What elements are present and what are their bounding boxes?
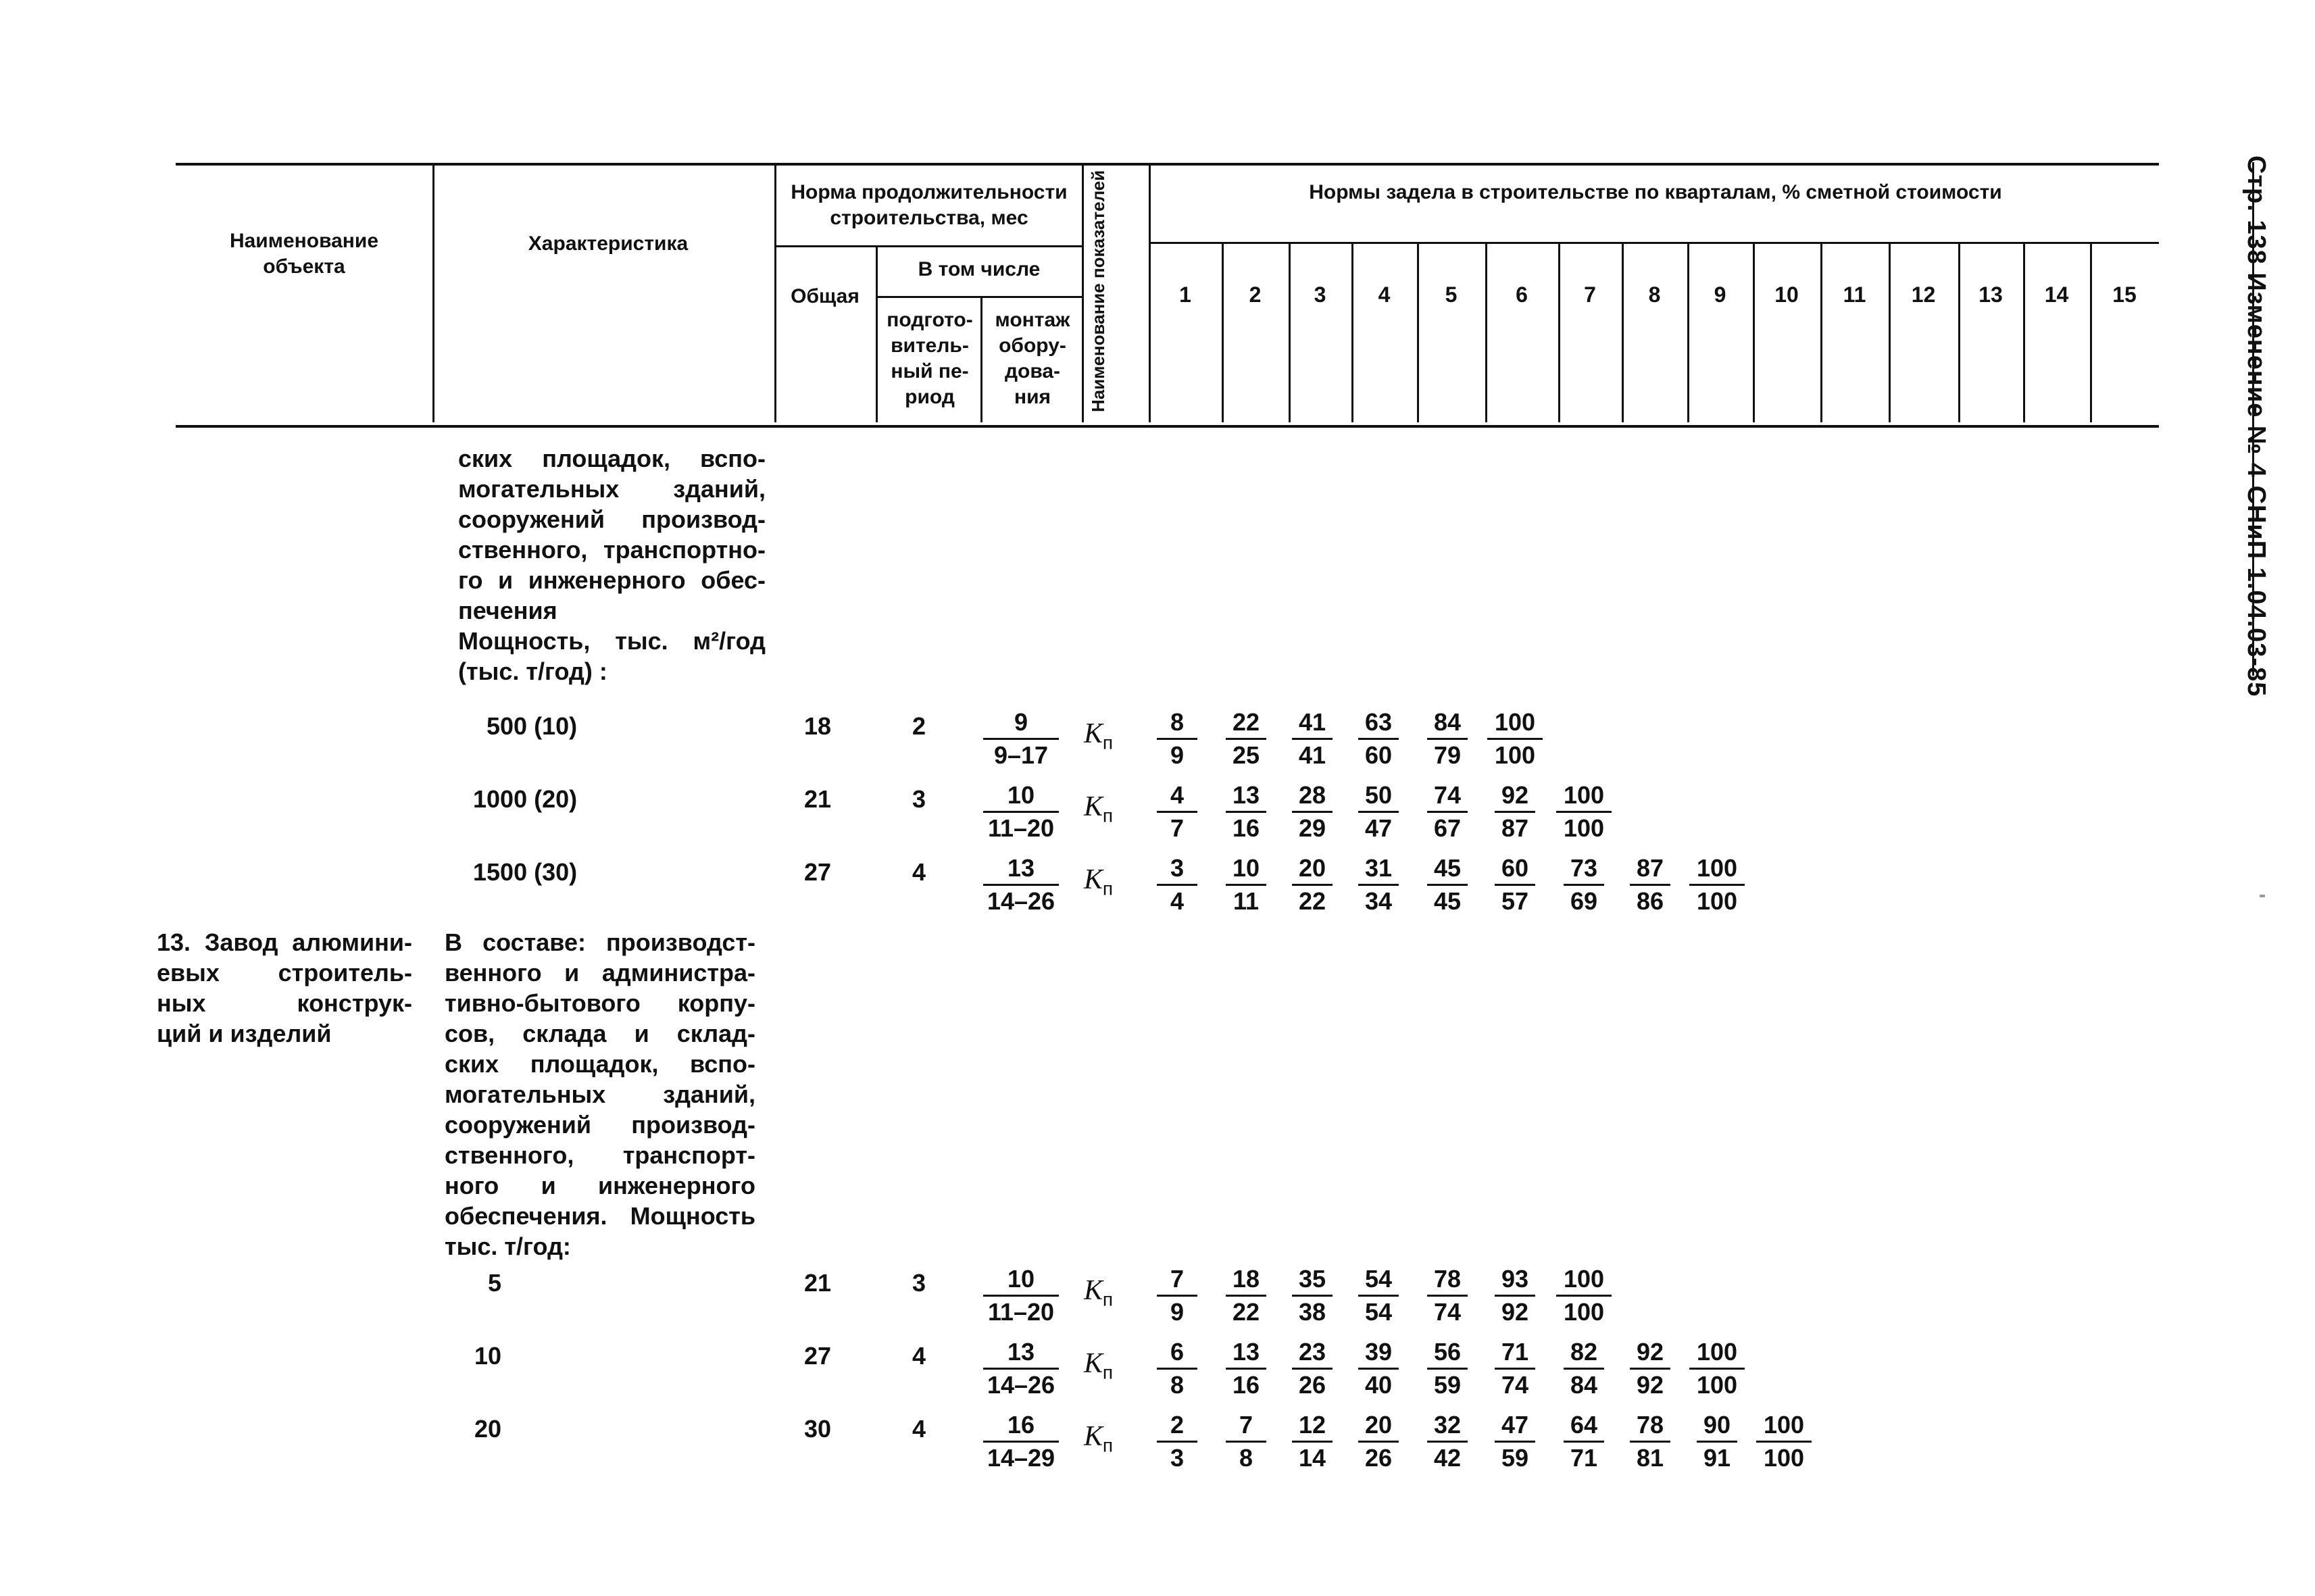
fraction-numerator: 100 <box>1556 781 1612 813</box>
quarter-value-q9 <box>1697 1411 1737 1472</box>
fraction-numerator: 3 <box>1157 854 1197 886</box>
fraction-denominator: 100 <box>1563 814 1605 842</box>
fraction-denominator: 59 <box>1501 1444 1529 1472</box>
fraction-denominator: 84 <box>1570 1371 1598 1399</box>
indicator-kp <box>1084 864 1113 899</box>
fraction-numerator: 23 <box>1292 1338 1333 1370</box>
fraction-numerator: 10 <box>983 781 1059 813</box>
quarter-value-q3 <box>1292 854 1333 916</box>
header-mounting: монтаж обору- дова- ния <box>995 309 1070 408</box>
quarter-value-q6 <box>1495 854 1535 916</box>
fraction-numerator: 16 <box>983 1411 1059 1443</box>
fraction-denominator: 40 <box>1364 1371 1393 1399</box>
fraction-numerator: 8 <box>1157 708 1197 740</box>
text-line: сооружений производ- <box>445 1111 755 1139</box>
header-divider <box>774 166 776 422</box>
duration-mount-fraction <box>983 1338 1059 1399</box>
fraction-numerator: 100 <box>1556 1265 1612 1297</box>
fraction-denominator: 91 <box>1703 1444 1731 1472</box>
fraction-numerator: 20 <box>1358 1411 1399 1443</box>
indicator-symbol: К <box>1084 718 1103 749</box>
fraction-numerator: 31 <box>1358 854 1399 886</box>
quarter-header-9: 9 <box>1714 282 1726 307</box>
fraction-denominator: 9 <box>1170 1298 1185 1326</box>
duration-total: 18 <box>803 712 832 740</box>
quarter-value-q1 <box>1157 781 1197 843</box>
indicator-symbol: К <box>1084 1348 1103 1379</box>
quarter-divider <box>1958 243 1960 422</box>
quarter-divider <box>2023 243 2025 422</box>
quarter-value-q2 <box>1226 1265 1266 1326</box>
fraction-numerator: 100 <box>1756 1411 1812 1443</box>
fraction-denominator: 45 <box>1433 887 1462 915</box>
quarter-divider <box>1622 243 1624 422</box>
quarter-value-q1 <box>1157 708 1197 770</box>
quarter-value-q3 <box>1292 1265 1333 1326</box>
duration-prep: 3 <box>912 1269 926 1297</box>
indicator-kp <box>1084 718 1113 753</box>
speck <box>2260 895 2265 897</box>
quarter-value-q4 <box>1358 781 1399 843</box>
fraction-numerator: 73 <box>1564 854 1604 886</box>
fraction-numerator: 13 <box>983 854 1059 886</box>
quarter-value-q7 <box>1564 1411 1604 1472</box>
fraction-denominator: 67 <box>1433 814 1462 842</box>
duration-total: 27 <box>803 1342 832 1370</box>
quarter-value-q1 <box>1157 854 1197 916</box>
duration-prep: 4 <box>912 858 926 886</box>
quarter-divider <box>1417 243 1419 422</box>
quarter-value-q5 <box>1427 1265 1468 1326</box>
text-line: евых строитель- <box>157 959 412 987</box>
quarter-value-q4 <box>1358 708 1399 770</box>
header-indicator: Наименование показателей <box>1088 170 1108 412</box>
quarter-header-8: 8 <box>1648 282 1661 307</box>
fraction-denominator: 38 <box>1298 1298 1326 1326</box>
quarter-header-14: 14 <box>2044 282 2069 307</box>
duration-mount-fraction <box>983 854 1059 916</box>
fraction-denominator: 81 <box>1636 1444 1664 1472</box>
capacity-label: 5 <box>488 1269 502 1297</box>
fraction-numerator: 64 <box>1564 1411 1604 1443</box>
fraction-denominator: 8 <box>1239 1444 1253 1472</box>
fraction-numerator: 84 <box>1427 708 1468 740</box>
header-duration: Норма продолжительности строительства, мес <box>791 181 1068 229</box>
text-line: го и инженерного обес- <box>458 566 766 594</box>
fraction-numerator: 13 <box>983 1338 1059 1370</box>
quarter-header-2: 2 <box>1249 282 1262 307</box>
header-characteristic: Характеристика <box>528 232 689 255</box>
fraction-numerator: 7 <box>1157 1265 1197 1297</box>
quarter-value-q6 <box>1495 1338 1535 1399</box>
fraction-denominator: 100 <box>1494 741 1536 769</box>
fraction-denominator: 69 <box>1570 887 1598 915</box>
fraction-denominator: 9 <box>1170 741 1185 769</box>
fraction-numerator: 13 <box>1226 1338 1266 1370</box>
quarter-value-q2 <box>1226 854 1266 916</box>
fraction-numerator: 7 <box>1226 1411 1266 1443</box>
text-line: сов, склада и склад- <box>445 1020 755 1047</box>
fraction-denominator: 79 <box>1433 741 1462 769</box>
indicator-subscript: п <box>1102 1362 1114 1383</box>
indicator-kp <box>1084 1347 1113 1383</box>
header-divider <box>876 247 878 422</box>
fraction-numerator: 54 <box>1358 1265 1399 1297</box>
quarter-value-q9 <box>1689 854 1745 916</box>
text-line: ственного, транспорт- <box>445 1141 755 1169</box>
fraction-numerator: 74 <box>1427 781 1468 813</box>
fraction-numerator: 9 <box>983 708 1059 740</box>
fraction-denominator: 100 <box>1696 887 1738 915</box>
fraction-numerator: 22 <box>1226 708 1266 740</box>
duration-prep: 2 <box>912 712 926 740</box>
quarter-divider <box>1351 243 1353 422</box>
indicator-subscript: п <box>1102 805 1114 826</box>
fraction-denominator: 100 <box>1563 1298 1605 1326</box>
fraction-numerator: 10 <box>983 1265 1059 1297</box>
quarter-value-q7 <box>1564 1338 1604 1399</box>
fraction-denominator: 16 <box>1232 814 1260 842</box>
fraction-denominator: 100 <box>1763 1444 1805 1472</box>
fraction-denominator: 11–20 <box>987 814 1055 842</box>
text-line: (тыс. т/год) : <box>458 657 607 685</box>
quarter-value-q3 <box>1292 781 1333 843</box>
block2-object-name <box>157 927 412 1049</box>
text-line: сооружений производ- <box>458 505 766 533</box>
quarter-value-q3 <box>1292 1338 1333 1399</box>
block1-description <box>458 443 766 687</box>
quarter-header-13: 13 <box>1978 282 2003 307</box>
duration-mount-fraction <box>983 708 1059 770</box>
header-divider <box>432 166 434 422</box>
fraction-numerator: 90 <box>1697 1411 1737 1443</box>
fraction-numerator: 32 <box>1427 1411 1468 1443</box>
quarter-value-q8 <box>1630 1411 1670 1472</box>
fraction-denominator: 92 <box>1501 1298 1529 1326</box>
text-line: ций и изделий <box>157 1020 332 1047</box>
fraction-numerator: 100 <box>1487 708 1543 740</box>
fraction-denominator: 14 <box>1298 1444 1326 1472</box>
fraction-denominator: 86 <box>1636 887 1664 915</box>
quarter-value-q2 <box>1226 781 1266 843</box>
header-total: Общая <box>791 285 860 307</box>
indicator-subscript: п <box>1102 732 1114 753</box>
text-line: ских площадок, вспо- <box>445 1050 755 1078</box>
quarter-divider <box>1889 243 1891 422</box>
text-line: ственного, транспортно- <box>458 536 766 564</box>
quarter-value-q6 <box>1495 781 1535 843</box>
fraction-denominator: 42 <box>1433 1444 1462 1472</box>
fraction-numerator: 4 <box>1157 781 1197 813</box>
quarter-value-q4 <box>1358 1338 1399 1399</box>
indicator-symbol: К <box>1084 864 1103 895</box>
fraction-numerator: 45 <box>1427 854 1468 886</box>
duration-total: 30 <box>803 1415 832 1443</box>
quarter-value-q1 <box>1157 1338 1197 1399</box>
capacity-label: 1000 (20) <box>473 785 578 813</box>
duration-total: 21 <box>803 785 832 813</box>
fraction-numerator: 71 <box>1495 1338 1535 1370</box>
quarter-value-q5 <box>1427 854 1468 916</box>
fraction-numerator: 18 <box>1226 1265 1266 1297</box>
fraction-denominator: 54 <box>1364 1298 1393 1326</box>
side-caption <box>2235 155 2276 697</box>
quarter-value-q10 <box>1756 1411 1812 1472</box>
quarter-header-5: 5 <box>1445 282 1458 307</box>
text-line: обеспечения. Мощность <box>445 1202 755 1230</box>
quarter-value-q2 <box>1226 708 1266 770</box>
fraction-denominator: 11–20 <box>987 1298 1055 1326</box>
quarter-header-7: 7 <box>1584 282 1596 307</box>
text-line: печения <box>458 597 557 624</box>
quarter-header-12: 12 <box>1911 282 1936 307</box>
fraction-denominator: 71 <box>1570 1444 1598 1472</box>
fraction-denominator: 11 <box>1233 887 1260 915</box>
fraction-denominator: 87 <box>1501 814 1529 842</box>
quarter-divider <box>1753 243 1755 422</box>
header-object-name: Наименование объекта <box>229 230 379 278</box>
quarter-value-q5 <box>1427 781 1468 843</box>
quarter-value-q4 <box>1358 854 1399 916</box>
fraction-denominator: 22 <box>1298 887 1326 915</box>
indicator-subscript: п <box>1102 1289 1114 1310</box>
quarter-value-q4 <box>1358 1265 1399 1326</box>
quarter-value-q4 <box>1358 1411 1399 1472</box>
quarter-header-10: 10 <box>1774 282 1799 307</box>
page-caption: Стр. 138 Изменение № 4 СНиП 1.04.03-85 <box>2242 155 2270 697</box>
text-line: могательных зданий, <box>445 1080 755 1108</box>
fraction-numerator: 6 <box>1157 1338 1197 1370</box>
fraction-numerator: 50 <box>1358 781 1399 813</box>
fraction-denominator: 57 <box>1501 887 1529 915</box>
duration-total: 27 <box>803 858 832 886</box>
fraction-numerator: 10 <box>1226 854 1266 886</box>
fraction-numerator: 63 <box>1358 708 1399 740</box>
quarter-value-q5 <box>1427 1411 1468 1472</box>
quarter-divider <box>1289 243 1291 422</box>
quarter-value-q2 <box>1226 1338 1266 1399</box>
duration-total: 21 <box>803 1269 832 1297</box>
fraction-numerator: 82 <box>1564 1338 1604 1370</box>
text-line: Мощность, тыс. м²/год <box>458 627 766 655</box>
indicator-subscript: п <box>1102 878 1114 899</box>
fraction-denominator: 74 <box>1433 1298 1462 1326</box>
quarter-value-q1 <box>1157 1265 1197 1326</box>
fraction-denominator: 14–26 <box>987 887 1055 915</box>
quarter-value-q8 <box>1630 1338 1670 1399</box>
fraction-denominator: 60 <box>1364 741 1393 769</box>
quarter-header-6: 6 <box>1516 282 1528 307</box>
fraction-numerator: 28 <box>1292 781 1333 813</box>
quarter-header-1: 1 <box>1179 282 1191 307</box>
fraction-numerator: 92 <box>1495 781 1535 813</box>
text-line: венного и администра- <box>445 959 755 987</box>
quarter-value-q8 <box>1630 854 1670 916</box>
quarter-header-4: 4 <box>1378 282 1391 307</box>
indicator-symbol: К <box>1084 791 1103 822</box>
fraction-denominator: 3 <box>1170 1444 1185 1472</box>
header-divider <box>1149 166 1151 422</box>
fraction-denominator: 47 <box>1364 814 1393 842</box>
quarter-value-q7 <box>1556 1265 1612 1326</box>
fraction-numerator: 47 <box>1495 1411 1535 1443</box>
quarter-divider <box>1485 243 1487 422</box>
fraction-denominator: 16 <box>1232 1371 1260 1399</box>
fraction-numerator: 92 <box>1630 1338 1670 1370</box>
fraction-numerator: 60 <box>1495 854 1535 886</box>
quarter-value-q6 <box>1495 1411 1535 1472</box>
fraction-denominator: 7 <box>1170 814 1185 842</box>
quarter-value-q5 <box>1427 1338 1468 1399</box>
fraction-denominator: 34 <box>1364 887 1393 915</box>
quarter-value-q6 <box>1487 708 1543 770</box>
fraction-denominator: 100 <box>1696 1371 1738 1399</box>
quarter-header-11: 11 <box>1843 282 1866 307</box>
header-norms: Нормы задела в строительстве по кварталам, % сметной стоимости <box>1309 181 2002 203</box>
header-divider <box>876 296 1082 298</box>
capacity-label: 10 <box>474 1342 502 1370</box>
quarter-value-q6 <box>1495 1265 1535 1326</box>
fraction-denominator: 26 <box>1298 1371 1326 1399</box>
fraction-numerator: 13 <box>1226 781 1266 813</box>
capacity-label: 1500 (30) <box>473 858 578 886</box>
text-line: 13. Завод алюмини- <box>157 928 412 956</box>
fraction-numerator: 41 <box>1292 708 1333 740</box>
indicator-kp <box>1084 1420 1113 1456</box>
text-line: могательных зданий, <box>458 475 766 503</box>
text-line: тивно-бытового корпу- <box>445 989 755 1017</box>
duration-prep: 4 <box>912 1415 926 1443</box>
fraction-denominator: 25 <box>1232 741 1260 769</box>
fraction-numerator: 100 <box>1689 1338 1745 1370</box>
indicator-symbol: К <box>1084 1275 1103 1306</box>
indicator-symbol: К <box>1084 1421 1103 1452</box>
quarter-header-3: 3 <box>1314 282 1326 307</box>
fraction-denominator: 41 <box>1298 741 1326 769</box>
fraction-numerator: 39 <box>1358 1338 1399 1370</box>
quarter-value-q9 <box>1689 1338 1745 1399</box>
fraction-numerator: 56 <box>1427 1338 1468 1370</box>
fraction-denominator: 9–17 <box>993 741 1049 769</box>
duration-mount-fraction <box>983 1265 1059 1326</box>
capacity-label: 500 (10) <box>487 712 578 740</box>
fraction-numerator: 78 <box>1630 1411 1670 1443</box>
fraction-numerator: 35 <box>1292 1265 1333 1297</box>
duration-mount-fraction <box>983 781 1059 843</box>
fraction-denominator: 92 <box>1636 1371 1664 1399</box>
fraction-denominator: 29 <box>1298 814 1326 842</box>
quarter-divider <box>2090 243 2092 422</box>
fraction-numerator: 87 <box>1630 854 1670 886</box>
fraction-numerator: 93 <box>1495 1265 1535 1297</box>
fraction-numerator: 2 <box>1157 1411 1197 1443</box>
fraction-numerator: 100 <box>1689 854 1745 886</box>
header-preparatory: подгото- витель- ный пе- риод <box>887 309 973 408</box>
indicator-kp <box>1084 791 1113 826</box>
fraction-numerator: 78 <box>1427 1265 1468 1297</box>
quarter-value-q3 <box>1292 708 1333 770</box>
duration-prep: 4 <box>912 1342 926 1370</box>
block2-description <box>445 927 755 1262</box>
quarter-value-q3 <box>1292 1411 1333 1472</box>
text-line: тыс. т/год: <box>445 1232 571 1260</box>
fraction-denominator: 14–29 <box>987 1444 1055 1472</box>
quarter-value-q7 <box>1564 854 1604 916</box>
header-including: В том числе <box>918 258 1041 280</box>
fraction-denominator: 8 <box>1170 1371 1185 1399</box>
quarter-value-q1 <box>1157 1411 1197 1472</box>
quarter-value-q7 <box>1556 781 1612 843</box>
fraction-denominator: 14–26 <box>987 1371 1055 1399</box>
indicator-subscript: п <box>1102 1435 1114 1456</box>
text-line: ных конструк- <box>157 989 412 1017</box>
quarter-value-q5 <box>1427 708 1468 770</box>
quarter-header-15: 15 <box>2112 282 2137 307</box>
text-line: ного и инженерного <box>445 1172 755 1199</box>
quarter-divider <box>1687 243 1689 422</box>
header-divider <box>980 297 982 422</box>
quarter-divider <box>1558 243 1560 422</box>
quarter-divider <box>1820 243 1822 422</box>
capacity-label: 20 <box>474 1415 502 1443</box>
duration-mount-fraction <box>983 1411 1059 1472</box>
fraction-denominator: 59 <box>1433 1371 1462 1399</box>
fraction-denominator: 22 <box>1232 1298 1260 1326</box>
fraction-denominator: 4 <box>1170 887 1185 915</box>
header-divider <box>1149 242 2159 244</box>
quarter-divider <box>1222 243 1224 422</box>
text-line: ских площадок, вспо- <box>458 445 766 472</box>
header-divider <box>1082 166 1084 422</box>
fraction-denominator: 74 <box>1501 1371 1529 1399</box>
duration-prep: 3 <box>912 785 926 813</box>
fraction-numerator: 20 <box>1292 854 1333 886</box>
text-line: В составе: производст- <box>445 928 755 956</box>
fraction-denominator: 26 <box>1364 1444 1393 1472</box>
header-divider <box>774 245 1082 247</box>
indicator-kp <box>1084 1274 1113 1310</box>
quarter-value-q2 <box>1226 1411 1266 1472</box>
fraction-numerator: 12 <box>1292 1411 1333 1443</box>
